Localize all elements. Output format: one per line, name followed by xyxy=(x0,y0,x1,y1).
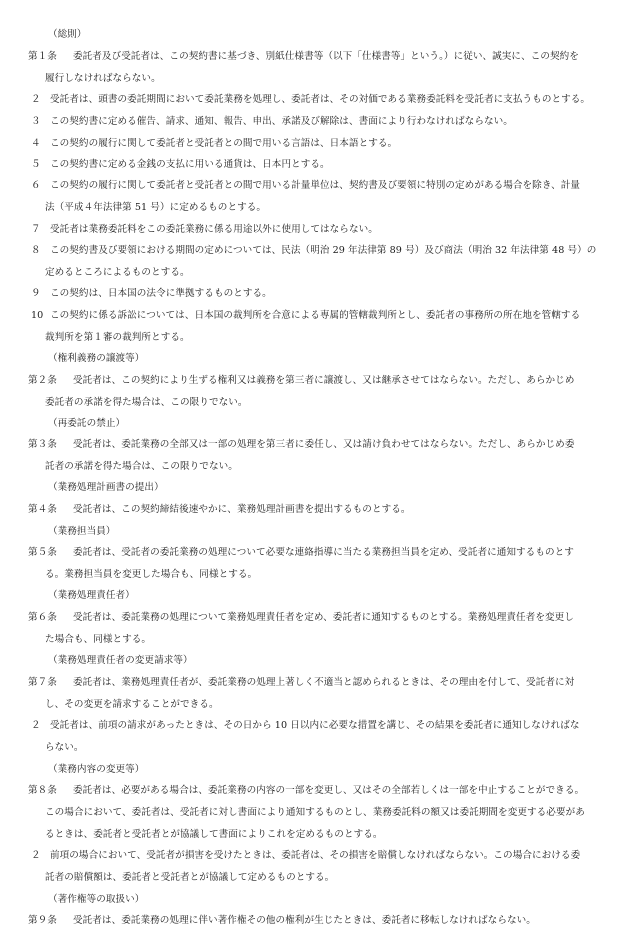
paragraph-number: ８ xyxy=(31,245,41,256)
continuation-line: この場合において、委託者は、受託者に対し書面により通知するものとし、業務委託料の額又は委託期間を変更する必要があ xyxy=(45,807,585,818)
article-text: 委託者は、受託者の委託業務の処理について必要な連絡指導に当たる業務担当員を定め、受託者に通知するものとす xyxy=(73,547,574,558)
article-text: 受託者は、委託業務の処理に伴い著作権その他の権利が生じたときは、委託者に移転しなければならない。 xyxy=(73,915,536,926)
article-number: 第９条 xyxy=(28,915,57,926)
paragraph-number: 10 xyxy=(31,310,44,321)
article-line xyxy=(28,915,616,927)
section-heading: （業務処理計画書の提出） xyxy=(48,482,164,493)
paragraph-line xyxy=(31,288,616,300)
continuation-line: 履行しなければならない。 xyxy=(45,73,161,84)
paragraph-line xyxy=(31,850,616,862)
paragraph-number: ５ xyxy=(31,159,41,170)
section-heading: （業務処理責任者の変更請求等） xyxy=(48,655,193,666)
paragraph-text: この契約は、日本国の法令に準拠するものとする。 xyxy=(50,288,272,299)
paragraph-text: この契約の履行に関して委託者と受託者との間で用いる計量単位は、契約書及び要領に特別の定めがある場合を除き、計量 xyxy=(50,180,581,191)
continuation-line: 託者の承諾を得た場合は、この限りでない。 xyxy=(45,461,238,472)
article-text: 受託者は、この契約により生ずる権利又は義務を第三者に譲渡し、又は継承させてはならない。ただし、あらかじめ xyxy=(73,375,575,386)
section-heading: （著作権等の取扱い） xyxy=(48,894,145,905)
article-line xyxy=(28,612,616,624)
paragraph-text: 受託者は、頭書の委託期間において委託業務を処理し、委託者は、その対価である業務委託料を受託者に支払うものとする。 xyxy=(50,94,591,105)
article-number: 第２条 xyxy=(28,375,57,386)
paragraph-line xyxy=(31,138,616,150)
article-line xyxy=(28,547,616,559)
article-text: 委託者は、必要がある場合は、委託業務の内容の一部を変更し、又はその全部若しくは一部を中止することができる。 xyxy=(73,785,585,796)
paragraph-line xyxy=(31,94,616,106)
continuation-line: し、その変更を請求することができる。 xyxy=(45,699,219,710)
paragraph-text: この契約書及び要領における期間の定めについては、民法（明治 29 年法律第 89 号）及び商法（明治 32 年法律第 48 号）の xyxy=(50,245,597,256)
paragraph-text: 受託者は業務委託料をこの委託業務に係る用途以外に使用してはならない。 xyxy=(50,224,378,235)
article-text: 委託者は、業務処理責任者が、委託業務の処理上著しく不適当と認められるときは、その理由を付して、受託者に対 xyxy=(73,677,575,688)
paragraph-line xyxy=(31,720,616,732)
article-text: 委託者及び受託者は、この契約書に基づき、別紙仕様書等（以下「仕様書等」という。）に従い、誠実に、この契約を xyxy=(73,51,579,62)
paragraph-number: ２ xyxy=(31,720,41,731)
article-number: 第６条 xyxy=(28,612,57,623)
paragraph-number: ７ xyxy=(31,224,41,235)
paragraph-number: ２ xyxy=(31,850,41,861)
continuation-line: 託者の賠償額は、委託者と受託者とが協議して定めるものとする。 xyxy=(45,872,335,883)
continuation-line: 委託者の承諾を得た場合は、この限りでない。 xyxy=(45,397,248,408)
article-line xyxy=(28,439,616,451)
article-number: 第８条 xyxy=(28,785,57,796)
article-number: 第７条 xyxy=(28,677,57,688)
article-number: 第４条 xyxy=(28,504,57,515)
paragraph-number: ４ xyxy=(31,138,41,149)
continuation-line: らない。 xyxy=(45,742,84,753)
paragraph-text: 前項の場合において、受託者が損害を受けたときは、委託者は、その損害を賠償しなければならない。この場合における委 xyxy=(50,850,581,861)
paragraph-text: 受託者は、前項の請求があったときは、その日から 10 日以内に必要な措置を講じ、その結果を委託者に通知しなければな xyxy=(50,720,580,731)
paragraph-text: この契約の履行に関して委託者と受託者との間で用いる言語は、日本語とする。 xyxy=(50,138,398,149)
section-heading: （権利義務の譲渡等） xyxy=(48,353,145,364)
article-line xyxy=(28,51,616,63)
paragraph-text: この契約書に定める金銭の支払に用いる通貨は、日本円とする。 xyxy=(50,159,330,170)
section-heading: （総則） xyxy=(48,29,87,40)
article-number: 第３条 xyxy=(28,439,57,450)
article-line xyxy=(28,504,616,516)
article-line xyxy=(28,785,616,797)
paragraph-line xyxy=(31,310,616,322)
section-heading: （再委託の禁止） xyxy=(48,418,126,429)
continuation-line: るときは、委託者と受託者とが協議して書面によりこれを定めるものとする。 xyxy=(45,829,383,840)
paragraph-line xyxy=(31,159,616,171)
paragraph-line xyxy=(31,180,616,192)
article-line xyxy=(28,677,616,689)
continuation-line: 裁判所を第１審の裁判所とする。 xyxy=(45,332,190,343)
paragraph-text: この契約書に定める催告、請求、通知、報告、申出、承諾及び解除は、書面により行わなければならない。 xyxy=(50,116,513,127)
article-number: 第１条 xyxy=(28,51,57,62)
article-number: 第５条 xyxy=(28,547,57,558)
paragraph-number: ６ xyxy=(31,180,41,191)
continuation-line: た場合も、同様とする。 xyxy=(45,634,152,645)
section-heading: （業務処理責任者） xyxy=(48,590,135,601)
article-text: 受託者は、この契約締結後速やかに、業務処理計画書を提出するものとする。 xyxy=(73,504,411,515)
paragraph-text: この契約に係る訴訟については、日本国の裁判所を合意による専属的管轄裁判所とし、委託者の事務所の所在地を管轄する xyxy=(50,310,581,321)
paragraph-line xyxy=(31,116,616,128)
continuation-line: る。業務担当員を変更した場合も、同様とする。 xyxy=(45,569,258,580)
paragraph-line xyxy=(31,224,616,236)
article-text: 受託者は、委託業務の全部又は一部の処理を第三者に委任し、又は請け負わせてはならない。ただし、あらかじめ委 xyxy=(73,439,575,450)
paragraph-line xyxy=(31,245,616,257)
paragraph-number: ２ xyxy=(31,94,41,105)
article-line xyxy=(28,375,616,387)
section-heading: （業務担当員） xyxy=(48,526,116,537)
paragraph-number: ３ xyxy=(31,116,41,127)
continuation-line: 定めるところによるものとする。 xyxy=(45,267,190,278)
article-text: 受託者は、委託業務の処理について業務処理責任者を定め、委託者に通知するものとする。業務処理責任者を変更し xyxy=(73,612,574,623)
paragraph-number: ９ xyxy=(31,288,41,299)
section-heading: （業務内容の変更等） xyxy=(48,764,145,775)
continuation-line: 法（平成４年法律第 51 号）に定めるものとする。 xyxy=(45,202,267,213)
